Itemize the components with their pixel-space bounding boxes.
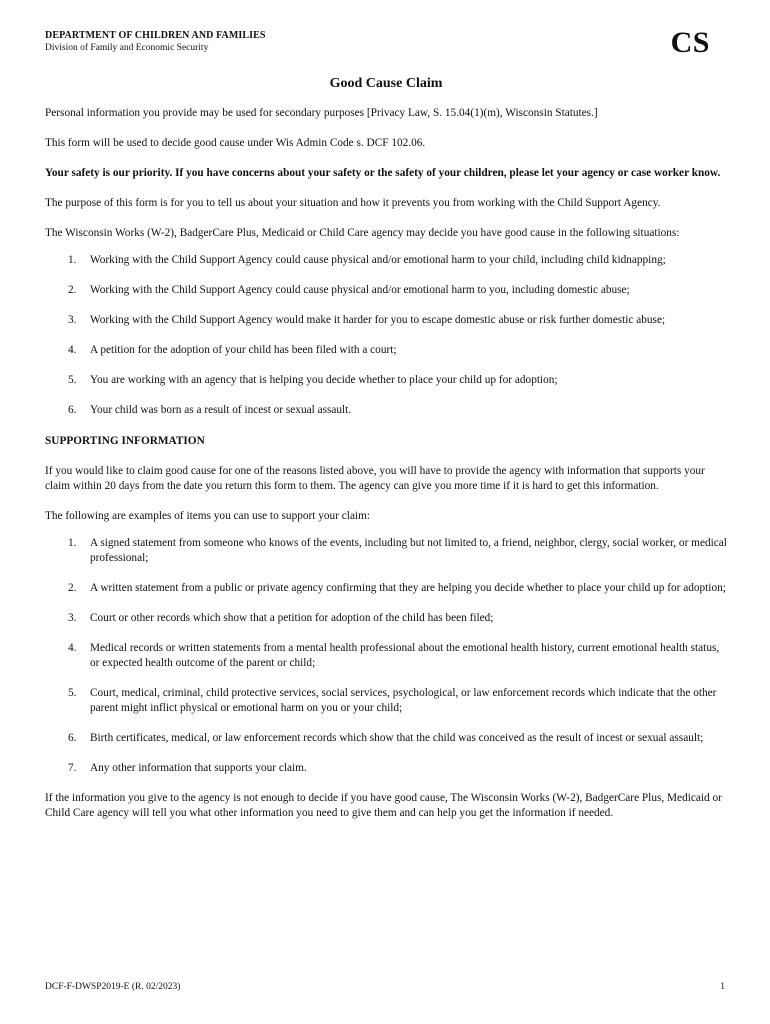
department-name: DEPARTMENT OF CHILDREN AND FAMILIES	[45, 30, 266, 41]
list-item: 1. A signed statement from someone who knows of the events, including but not limited to, a friend, neighbor, clergy, social worker, or medical professional;	[68, 537, 727, 564]
agency-decide: The Wisconsin Works (W-2), BadgerCare Plus, Medicaid or Child Care agency may decide you have good cause in the following situations:	[45, 227, 680, 239]
list-item: 2. Working with the Child Support Agency could cause physical and/or emotional harm to you, including domestic abuse;	[68, 284, 630, 296]
form-purpose: The purpose of this form is for you to tell us about your situation and how it prevents you from working with the Child Support Agency.	[45, 197, 661, 209]
page-number: 1	[720, 982, 725, 992]
admin-code-note: This form will be used to decide good cause under Wis Admin Code s. DCF 102.06.	[45, 137, 426, 149]
privacy-notice: Personal information you provide may be used for secondary purposes [Privacy Law, S. 15.04(1)(m), Wisconsin Statutes.]	[45, 107, 598, 119]
supporting-heading: SUPPORTING INFORMATION	[45, 435, 205, 447]
list-item: 3. Working with the Child Support Agency would make it harder for you to escape domestic abuse or risk further domestic abuse;	[68, 314, 666, 326]
list-item: 6. Birth certificates, medical, or law enforcement records which show that the child was conceived as the result of incest or sexual assault;	[68, 732, 704, 744]
list-item: 5. You are working with an agency that is helping you decide whether to place your child up for adoption;	[68, 374, 558, 386]
form-code: CS	[670, 26, 710, 59]
form-id: DCF-F-DWSP2019-E (R. 02/2023)	[45, 982, 181, 992]
list-item: 2. A written statement from a public or private agency confirming that they are helping you decide whether to place your child up for adoption;	[68, 582, 726, 594]
list-item: 6. Your child was born as a result of incest or sexual assault.	[68, 404, 352, 416]
list-item: 5. Court, medical, criminal, child protective services, social services, psychological, or law enforcement records which indicate that the other parent might inflict physical or emotional harm on you or your child;	[68, 687, 717, 714]
examples-intro: The following are examples of items you can use to support your claim:	[45, 510, 371, 522]
closing-para: If the information you give to the agency is not enough to decide if you have good cause, The Wisconsin Works (W-2), BadgerCare Plus, Medicaid or Child Care agency will tell you what other information you need to give them and can help you get the information if needed.	[45, 792, 722, 819]
list-item: 1. Working with the Child Support Agency could cause physical and/or emotional harm to your child, including child kidnapping;	[68, 254, 666, 266]
list-item: 4. Medical records or written statements from a mental health professional about the emotional health history, current emotional health status, or expected health outcome of the parent or child;	[68, 642, 720, 669]
examples-list	[45, 536, 727, 776]
document-page	[45, 30, 727, 821]
division-name: Division of Family and Economic Security	[45, 43, 209, 53]
safety-notice: Your safety is our priority. If you have concerns about your safety or the safety of your children, please let your agency or case worker know.	[45, 167, 721, 179]
list-item: 4. A petition for the adoption of your child has been filed with a court;	[68, 344, 397, 356]
list-item: 3. Court or other records which show that a petition for adoption of the child has been filed;	[68, 612, 494, 624]
page-title: Good Cause Claim	[329, 76, 443, 91]
situations-list	[45, 253, 727, 418]
supporting-para: If you would like to claim good cause for one of the reasons listed above, you will have to provide the agency with information that supports your claim within 20 days from the date you return this form to them. The agency can give you more time if it is hard to get this information.	[45, 465, 705, 492]
list-item: 7. Any other information that supports your claim.	[68, 762, 307, 774]
